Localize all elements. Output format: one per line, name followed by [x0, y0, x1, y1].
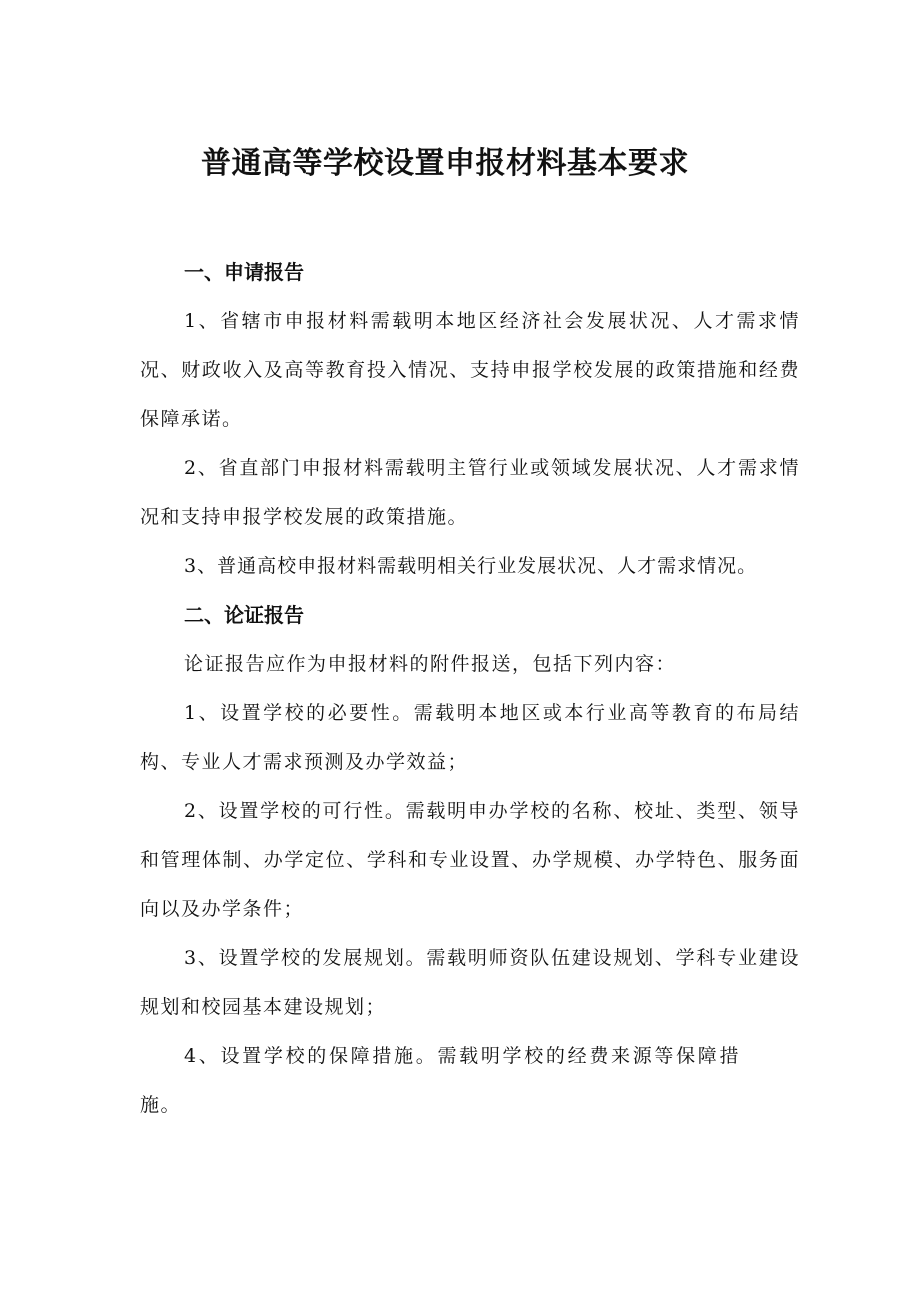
section-feasibility-report — [140, 591, 800, 1130]
document-body — [140, 248, 800, 1130]
paragraph: 2、省直部门申报材料需载明主管行业或领域发展状况、人才需求情况和支持申报学校发展的政策措施。 — [140, 457, 800, 528]
section-heading: 一、申请报告 — [184, 260, 304, 284]
section-heading: 二、论证报告 — [184, 603, 304, 627]
section-application-report — [140, 248, 800, 591]
document-title: 普通高等学校设置申报材料基本要求 — [201, 146, 689, 181]
paragraph: 1、省辖市申报材料需载明本地区经济社会发展状况、人才需求情况、财政收入及高等教育投入情况、支持申报学校发展的政策措施和经费保障承诺。 — [140, 310, 800, 430]
paragraph: 3、普通高校申报材料需载明相关行业发展状况、人才需求情况。 — [184, 555, 758, 577]
paragraph: 3、设置学校的发展规划。需载明师资队伍建设规划、学科专业建设规划和校园基本建设规划； — [140, 947, 800, 1018]
paragraph: 论证报告应作为申报材料的附件报送，包括下列内容： — [184, 653, 677, 675]
paragraph: 1、设置学校的必要性。需载明本地区或本行业高等教育的布局结构、专业人才需求预测及办学效益； — [140, 702, 800, 773]
paragraph: 4、设置学校的保障措施。需载明学校的经费来源等保障措施。 — [140, 1045, 740, 1116]
paragraph: 2、设置学校的可行性。需载明申办学校的名称、校址、类型、领导和管理体制、办学定位、学科和专业设置、办学规模、办学特色、服务面向以及办学条件； — [140, 800, 800, 920]
